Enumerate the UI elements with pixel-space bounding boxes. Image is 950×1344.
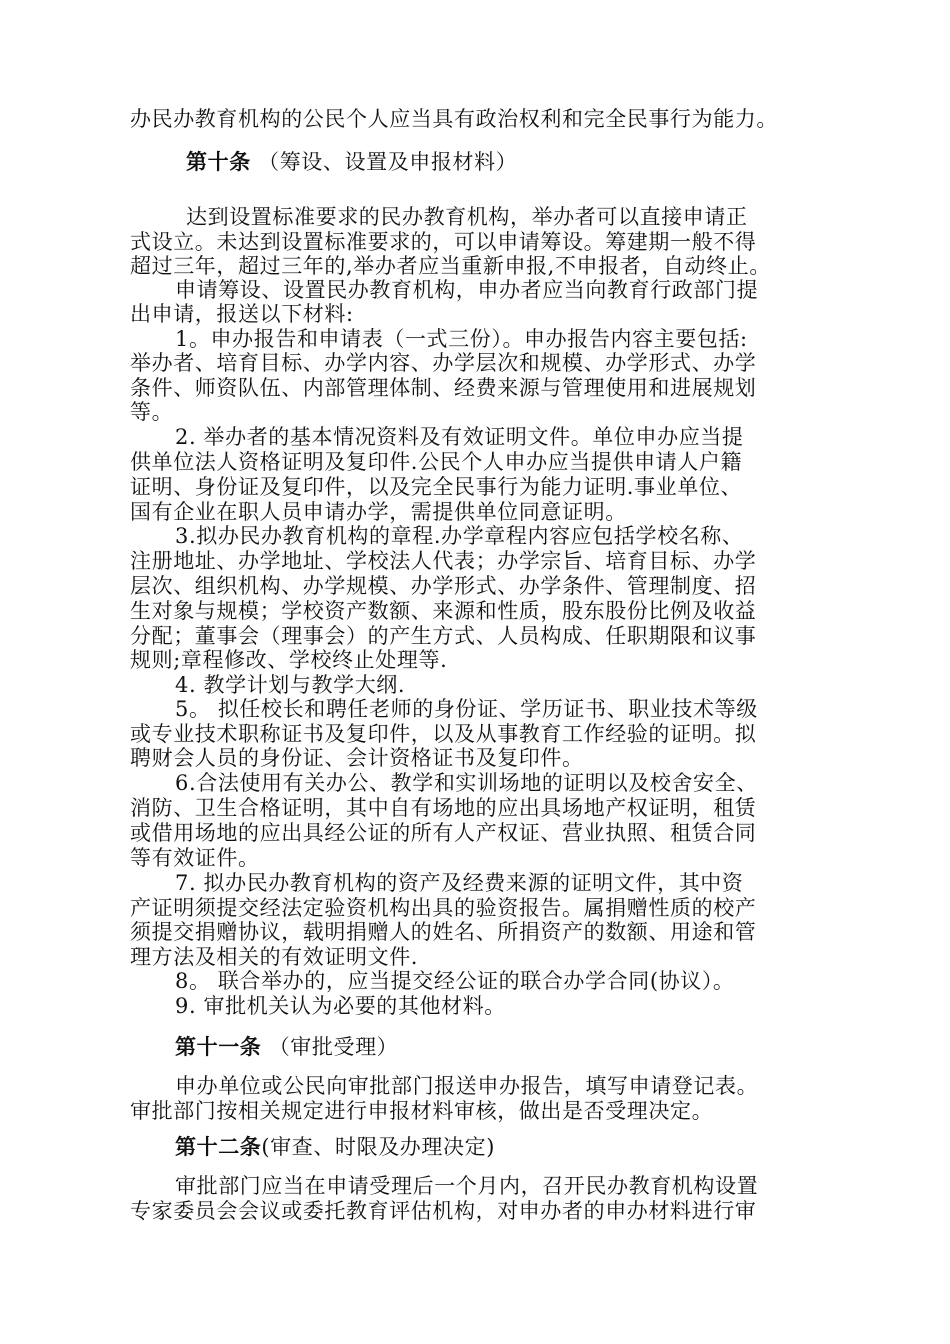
text-line: 超过三年，超过三年的,举办者应当重新申报,不申报者，自动终止。: [130, 254, 771, 278]
text-line: 办民办教育机构的公民个人应当具有政治权利和完全民事行为能力。: [130, 107, 778, 131]
text-line: 专家委员会会议或委托教育评估机构，对申办者的申办材料进行审: [130, 1199, 757, 1223]
text-line: 4. 教学计划与教学大纲.: [175, 673, 406, 697]
text-line: 1。申办报告和申请表（一式三份）。申办报告内容主要包括:: [175, 327, 748, 351]
text-line: 审批部门应当在申请受理后一个月内，召开民办教育机构设置: [175, 1174, 759, 1198]
text-line: 达到设置标准要求的民办教育机构，举办者可以直接申请正: [186, 205, 748, 229]
text-line: 生对象与规模；学校资产数额、来源和性质，股东股份比例及收益: [130, 599, 757, 623]
text-line: 消防、卫生合格证明，其中自有场地的应出具场地产权证明，租赁: [130, 796, 757, 820]
text-line: 8。 联合举办的，应当提交经公证的联合办学合同(协议）。: [175, 969, 735, 993]
text-line: 式设立。未达到设置标准要求的，可以申请筹设。筹建期一般不得: [130, 230, 757, 254]
text-line: 条件、师资队伍、内部管理体制、经费来源与管理使用和进展规划: [130, 376, 757, 400]
text-line: 7. 拟办民办教育机构的资产及经费来源的证明文件，其中资: [175, 871, 744, 895]
text-line: 注册地址、办学地址、学校法人代表；办学宗旨、培育目标、办学: [130, 549, 757, 573]
article-title: （筹设、设置及申报材料）: [258, 150, 518, 174]
text-line: 或借用场地的应出具经公证的所有人产权证、营业执照、租赁合同: [130, 821, 757, 845]
article-11-heading: [175, 1035, 875, 1059]
article-12-heading: [175, 1135, 875, 1159]
text-line: 举办者、培育目标、办学内容、办学层次和规模、办学形式、办学: [130, 351, 757, 375]
text-line: 产证明须提交经法定验资机构出具的验资报告。属捐赠性质的校产: [130, 896, 757, 920]
text-line: 规则;章程修改、学校终止处理等.: [130, 648, 448, 672]
text-line: 5。 拟任校长和聘任老师的身份证、学历证书、职业技术等级: [175, 697, 758, 721]
text-line: 审批部门按相关规定进行申报材料审核，做出是否受理决定。: [130, 1099, 714, 1123]
text-line: 理方法及相关的有效证明文件.: [130, 945, 419, 969]
text-line: 6.合法使用有关办公、教学和实训场地的证明以及校舍安全、: [175, 771, 758, 795]
text-line: 分配；董事会（理事会）的产生方式、人员构成、任职期限和议事: [130, 624, 757, 648]
article-number: 第十条: [186, 150, 251, 174]
text-line: 层次、组织机构、办学规模、办学形式、办学条件、管理制度、招: [130, 574, 757, 598]
text-line: 申办单位或公民向审批部门报送申办报告，填写申请登记表。: [175, 1074, 759, 1098]
text-line: 须提交捐赠协议，载明捐赠人的姓名、所捐资产的数额、用途和管: [130, 920, 757, 944]
article-10-heading: [186, 150, 886, 174]
text-line: 3.拟办民办教育机构的章程.办学章程内容应包括学校名称、: [175, 524, 744, 548]
text-line: 或专业技术职称证书及复印件，以及从事教育工作经验的证明。拟: [130, 722, 757, 746]
text-line: 申请筹设、设置民办教育机构，申办者应当向教育行政部门提: [175, 278, 759, 302]
text-line: 等。: [130, 400, 174, 424]
article-number: 第十二条: [175, 1135, 262, 1159]
text-line: 出申请，报送以下材料:: [130, 302, 354, 326]
text-line: 9. 审批机关认为必要的其他材料。: [175, 994, 506, 1018]
text-line: 供单位法人资格证明及复印件.公民个人申办应当提供申请人户籍: [130, 450, 743, 474]
article-number: 第十一条: [175, 1035, 262, 1059]
text-line: 聘财会人员的身份证、会计资格证书及复印件。: [130, 746, 584, 770]
article-title: (审查、时限及办理决定): [261, 1135, 495, 1159]
text-line: 国有企业在职人员申请办学，需提供单位同意证明。: [130, 500, 627, 524]
article-title: （审批受理）: [268, 1035, 399, 1059]
text-line: 证明、身份证及复印件，以及完全民事行为能力证明.事业单位、: [130, 475, 743, 499]
text-line: 2. 举办者的基本情况资料及有效证明文件。单位申办应当提: [175, 425, 744, 449]
text-line: 等有效证件。: [130, 846, 260, 870]
